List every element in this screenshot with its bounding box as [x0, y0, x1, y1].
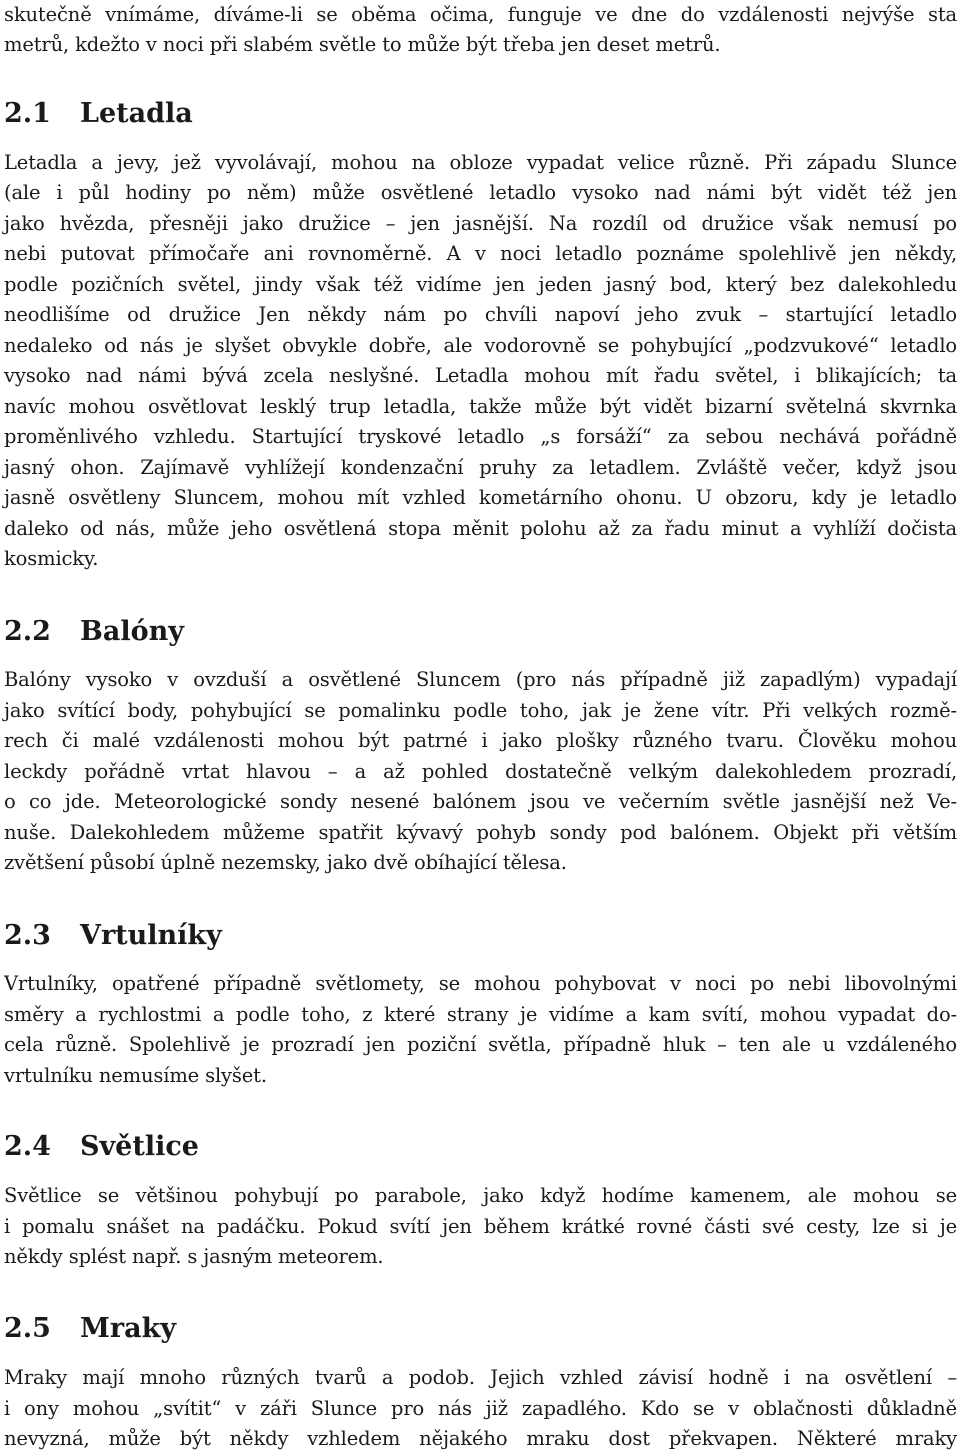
paragraph-line: proměnlivého vzhledu. Startující tryskové letadlo „s forsáží“ za sebou nechává pořádně — [4, 425, 957, 448]
paragraph-line: vrtulníku nemusíme slyšet. — [4, 1064, 267, 1087]
paragraph-line: jako hvězda, přesněji jako družice – jen jasnější. Na rozdíl od družice však nemusí po — [4, 212, 957, 235]
section-number: 2.1 — [4, 98, 51, 129]
section-title: Balóny — [80, 616, 184, 647]
paragraph-line: Vrtulníky, opatřené případně světlomety, se mohou pohybovat v noci po nebi libovolnými — [4, 972, 957, 995]
paragraph-line: neodlišíme od družice Jen někdy nám po chvíli napoví jeho zvuk – startující letadlo — [4, 303, 957, 326]
paragraph-line: zvětšení působí úplně nezemsky, jako dvě obíhající tělesa. — [4, 851, 567, 874]
section-heading-balony — [4, 612, 184, 652]
paragraph-line: navíc mohou osvětlovat lesklý trup letadla, takže může být vidět bizarní světelná skvrnka — [4, 395, 957, 418]
paragraph-line: nebi putovat přímočaře ani rovnoměrně. A v noci letadlo poznáme spolehlivě jen někdy, — [4, 242, 957, 265]
section-number: 2.4 — [4, 1131, 51, 1162]
paragraph-line: nevyzná, může být někdy vzhledem nějakého mraku dost překvapen. Některé mraky — [4, 1427, 957, 1450]
intro-line: metrů, kdežto v noci při slabém světle to může být třeba jen deset metrů. — [4, 33, 721, 56]
paragraph-line: Mraky mají mnoho různých tvarů a podob. Jejich vzhled závisí hodně i na osvětlení – — [4, 1366, 957, 1389]
section-number: 2.2 — [4, 616, 51, 647]
section-number: 2.3 — [4, 920, 51, 951]
paragraph-line: vysoko nad námi bývá zcela neslyšné. Letadla mohou mít řadu světel, i blikajících; ta — [4, 364, 957, 387]
paragraph-line: rech či malé vzdálenosti mohou být patrné i jako plošky různého tvaru. Člověku mohou — [4, 729, 957, 752]
paragraph-line: (ale i půl hodiny po něm) může osvětlené letadlo vysoko nad námi být vidět též jen — [4, 181, 957, 204]
section-title: Mraky — [80, 1313, 177, 1344]
section-title: Vrtulníky — [80, 920, 222, 951]
section-heading-letadla — [4, 94, 193, 134]
intro-line: skutečně vnímáme, díváme-li se oběma očima, funguje ve dne do vzdálenosti nejvýše sta — [4, 3, 957, 26]
paragraph-line: i ony mohou „svítit“ v záři Slunce pro nás již zapadlého. Kdo se v oblačnosti důkladně — [4, 1397, 957, 1420]
section-heading-mraky — [4, 1309, 176, 1349]
section-number: 2.5 — [4, 1313, 51, 1344]
paragraph-line: jasně osvětleny Sluncem, mohou mít vzhled kometárního ohonu. U obzoru, kdy je letadlo — [4, 486, 957, 509]
paragraph-line: Balóny vysoko v ovzduší a osvětlené Sluncem (pro nás případně již zapadlým) vypadají — [4, 668, 957, 691]
paragraph-line: o co jde. Meteorologické sondy nesené balónem jsou ve večerním světle jasnější než Ve- — [4, 790, 957, 813]
paragraph-line: nuše. Dalekohledem můžeme spatřit kývavý pohyb sondy pod balónem. Objekt při větším — [4, 821, 957, 844]
paragraph-line: Letadla a jevy, jež vyvolávají, mohou na obloze vypadat velice různě. Při západu Slunce — [4, 151, 957, 174]
section-title: Světlice — [80, 1131, 199, 1162]
paragraph-line: kosmicky. — [4, 547, 99, 570]
paragraph-line: cela různě. Spolehlivě je prozradí jen poziční světla, případně hluk – ten ale u vzdáleného — [4, 1033, 957, 1056]
paragraph-line: směry a rychlostmi a podle toho, z které strany je vidíme a kam svítí, mohou vypadat do- — [4, 1003, 957, 1026]
paragraph-line: jasný ohon. Zajímavě vyhlížejí kondenzační pruhy za letadlem. Zvláště večer, když jsou — [4, 456, 957, 479]
paragraph-line: podle pozičních světel, jindy však též vidíme jen jeden jasný bod, který bez dalekohledu — [4, 273, 957, 296]
paragraph-line: Světlice se většinou pohybují po parabole, jako když hodíme kamenem, ale mohou se — [4, 1184, 957, 1207]
paragraph-line: i pomalu snášet na padáčku. Pokud svítí jen během krátké rovné části své cesty, lze si je — [4, 1215, 957, 1238]
paragraph-line: nedaleko od nás je slyšet obvykle dobře, ale vodorovně se pohybující „podzvukové“ letadlo — [4, 334, 957, 357]
paragraph-line: daleko od nás, může jeho osvětlená stopa měnit polohu až za řadu minut a vyhlíží dočista — [4, 517, 957, 540]
paragraph-line: někdy splést např. s jasným meteorem. — [4, 1245, 384, 1268]
paragraph-line: leckdy pořádně vrtat hlavou – a až pohled dostatečně velkým dalekohledem prozradí, — [4, 760, 957, 783]
section-title: Letadla — [80, 98, 193, 129]
section-heading-vrtulniky — [4, 916, 222, 956]
paragraph-line: jako svítící body, pohybující se pomalinku podle toho, jak je žene vítr. Při velkých rozmě- — [4, 699, 957, 722]
section-heading-svetlice — [4, 1127, 199, 1167]
